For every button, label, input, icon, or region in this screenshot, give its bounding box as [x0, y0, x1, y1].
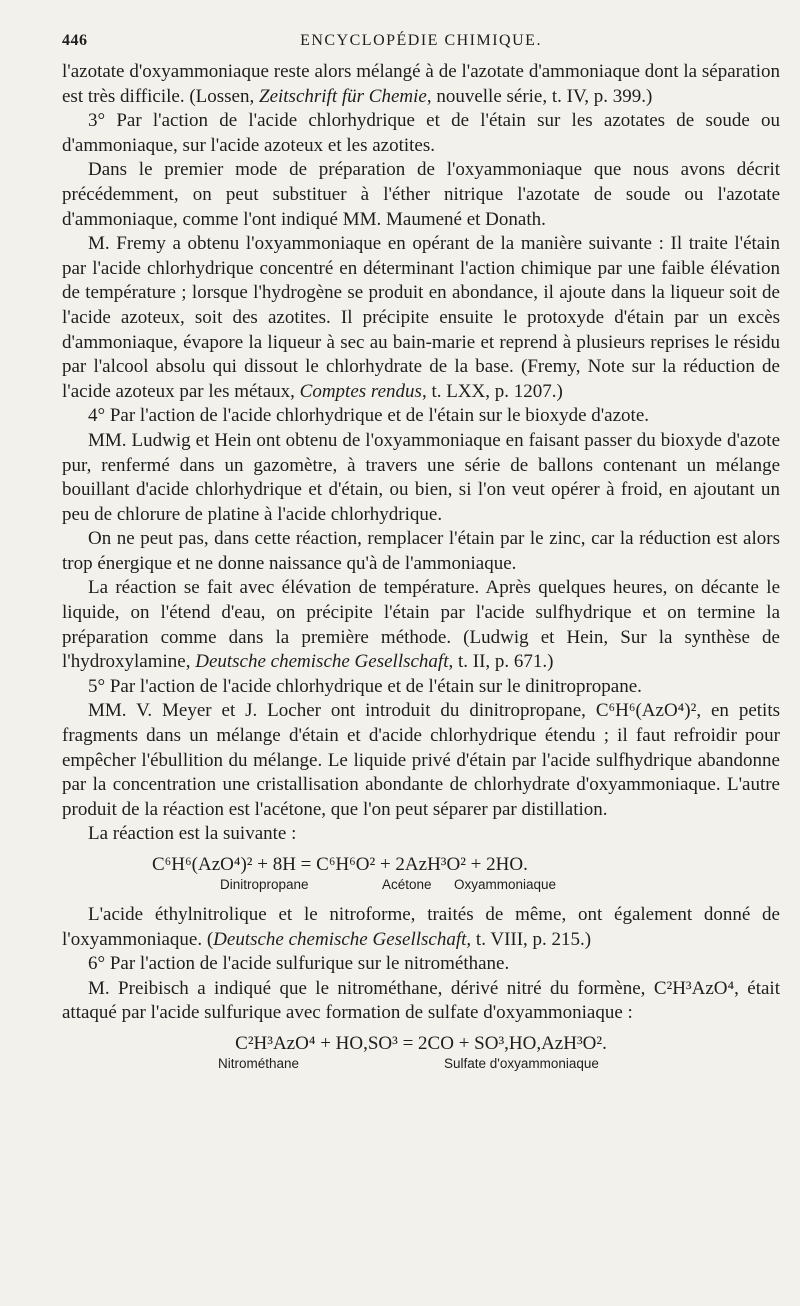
paragraph: 4° Par l'action de l'acide chlorhydrique et de l'étain sur le bioxyde d'azote. — [88, 405, 650, 427]
equation-labels — [62, 877, 780, 897]
equation-label: Nitrométhane — [218, 1055, 300, 1071]
paragraph: M. Fremy a obtenu l'oxyammoniaque en opérant de la manière suivante : Il traite l'étain par l'acide chlorhydrique concentré en déterminant l'action chimique par une faible élévation de température ; lorsque l'hydrogène se produit en abondance, il ajoute dans la liqueur soit de l'acide azoteux, soit des azotites. Il précipite ensuite le protoxyde d'étain par un excès d'ammoniaque, évapore la liqueur à sec au bain-marie et reprend à plusieurs reprises le résidu par l'alcool absolu qui dissout le chlorhydrate de la base. (Fremy, Note sur la réduction de l'acide azoteux par les métaux, Comptes rendus, t. LXX, p. 1207.) — [62, 233, 780, 402]
body-text — [62, 60, 780, 1076]
document-page — [62, 26, 780, 1082]
equation-dinitropropane — [62, 853, 780, 897]
equation-label: Oxyammoniaque — [454, 877, 557, 892]
paragraph: 6° Par l'action de l'acide sulfurique sur le nitrométhane. — [88, 953, 510, 975]
paragraph: On ne peut pas, dans cette réaction, remplacer l'étain par le zinc, car la réduction est alors trop énergique et ne donne naissance qu'à de l'ammoniaque. — [62, 528, 780, 574]
equation-label: Dinitropropane — [220, 877, 309, 892]
equation-label: Sulfate d'oxyammoniaque — [444, 1055, 599, 1071]
paragraph: 5° Par l'action de l'acide chlorhydrique et de l'étain sur le dinitropropane. — [88, 675, 642, 697]
page-header — [62, 26, 780, 56]
paragraph: La réaction est la suivante : — [88, 823, 297, 845]
paragraph: Dans le premier mode de préparation de l'oxyammoniaque que nous avons décrit précédemment, on peut substituer à l'éther nitrique l'azotate de soude ou l'azotate d'ammoniaque, comme l'ont indiqué MM. Maumené et Donath. — [62, 159, 780, 230]
running-title: ENCYCLOPÉDIE CHIMIQUE. — [300, 32, 542, 49]
paragraph: MM. Ludwig et Hein ont obtenu de l'oxyammoniaque en faisant passer du bioxyde d'azote pur, renfermé dans un gazomètre, à travers une série de ballons contenant un mélange bouillant d'acide chlorhydrique et d'étain, ou bien, si l'on veut opérer à froid, en ajoutant un peu de chlorure de platine à l'acide chlorhydrique. — [62, 429, 780, 525]
paragraph: l'azotate d'oxyammoniaque reste alors mélangé à de l'azotate d'ammoniaque dont la séparation est très difficile. (Lossen, Zeitschrift für Chemie, nouvelle série, t. IV, p. 399.) — [62, 61, 780, 107]
paragraph: MM. V. Meyer et J. Locher ont introduit du dinitropropane, C⁶H⁶(AzO⁴)², en petits fragments dans un mélange d'étain et d'acide chlorhydrique étendu ; il faut refroidir pour empêcher l'ébullition du mélange. Le liquide privé d'étain par l'acide sulfhydrique abandonne par la concentration une cristallisation abondante de chlorhydrate d'oxyammoniaque. L'autre produit de la réaction est l'acétone, que l'on peut séparer par distillation. — [62, 700, 780, 820]
equation-formula: C⁶H⁶(AzO⁴)² + 8H = C⁶H⁶O² + 2AzH³O² + 2HO. — [152, 854, 528, 875]
paragraph: 3° Par l'action de l'acide chlorhydrique et de l'étain sur les azotates de soude ou d'ammoniaque, sur l'acide azoteux et les azotites. — [62, 110, 780, 156]
paragraph: M. Preibisch a indiqué que le nitrométhane, dérivé nitré du formène, C²H³AzO⁴, était attaqué par l'acide sulfurique avec formation de sulfate d'oxyammoniaque : — [62, 977, 780, 1024]
page-number: 446 — [62, 32, 88, 49]
equation-formula: C²H³AzO⁴ + HO,SO³ = 2CO + SO³,HO,AzH³O². — [235, 1032, 607, 1054]
equation-label: Acétone — [382, 877, 432, 892]
equation-labels — [62, 1056, 780, 1076]
equation-nitromethane — [62, 1032, 780, 1076]
paragraph: La réaction se fait avec élévation de température. Après quelques heures, on décante le liquide, on l'étend d'eau, on précipite l'étain par l'acide sulfhydrique et on termine la préparation comme dans la première méthode. (Ludwig et Hein, Sur la synthèse de l'hydroxylamine, Deutsche chemische Gesellschaft, t. II, p. 671.) — [62, 577, 780, 673]
paragraph: L'acide éthylnitrolique et le nitroforme, traités de même, ont également donné de l'oxyammoniaque. (Deutsche chemische Gesellschaft, t. VIII, p. 215.) — [62, 904, 780, 950]
